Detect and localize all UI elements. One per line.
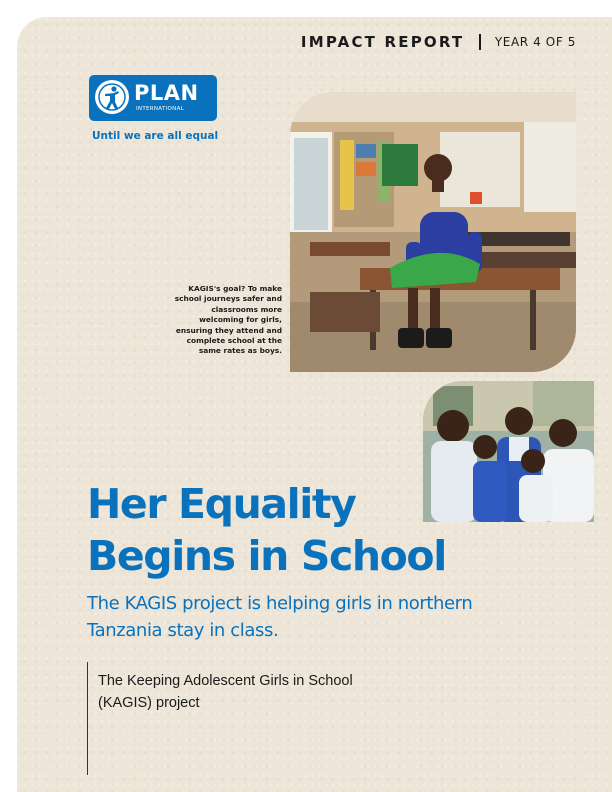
- project-name-line-2: (KAGIS) project: [98, 695, 200, 711]
- headline-line-2: Begins in School: [87, 532, 446, 580]
- logo-name: PLAN: [134, 81, 199, 105]
- logo-subtitle: INTERNATIONAL: [136, 106, 184, 112]
- subheadline: The KAGIS project is helping girls in northern Tanzania stay in class.: [87, 593, 473, 641]
- project-name-line-1: The Keeping Adolescent Girls in School: [98, 673, 353, 689]
- plan-figure-icon: [95, 80, 129, 114]
- project-name: [98, 670, 398, 714]
- classroom-photo: [290, 92, 576, 372]
- report-title: IMPACT REPORT: [300, 33, 465, 51]
- logo-tagline: Until we are all equal: [92, 130, 219, 142]
- report-header: [301, 33, 576, 51]
- report-year: YEAR 4 OF 5: [494, 35, 576, 49]
- photo-caption: KAGIS's goal? To make school journeys safer and classrooms more welcoming for girls, ensuring they attend and complete school at the same rates as boys.: [174, 284, 282, 356]
- header-divider: [479, 34, 481, 50]
- students-photo: [423, 381, 594, 522]
- headline-line-1: Her Equality: [87, 480, 356, 528]
- plan-international-logo: [89, 75, 217, 121]
- headline: [87, 478, 446, 582]
- vertical-rule: [87, 662, 88, 775]
